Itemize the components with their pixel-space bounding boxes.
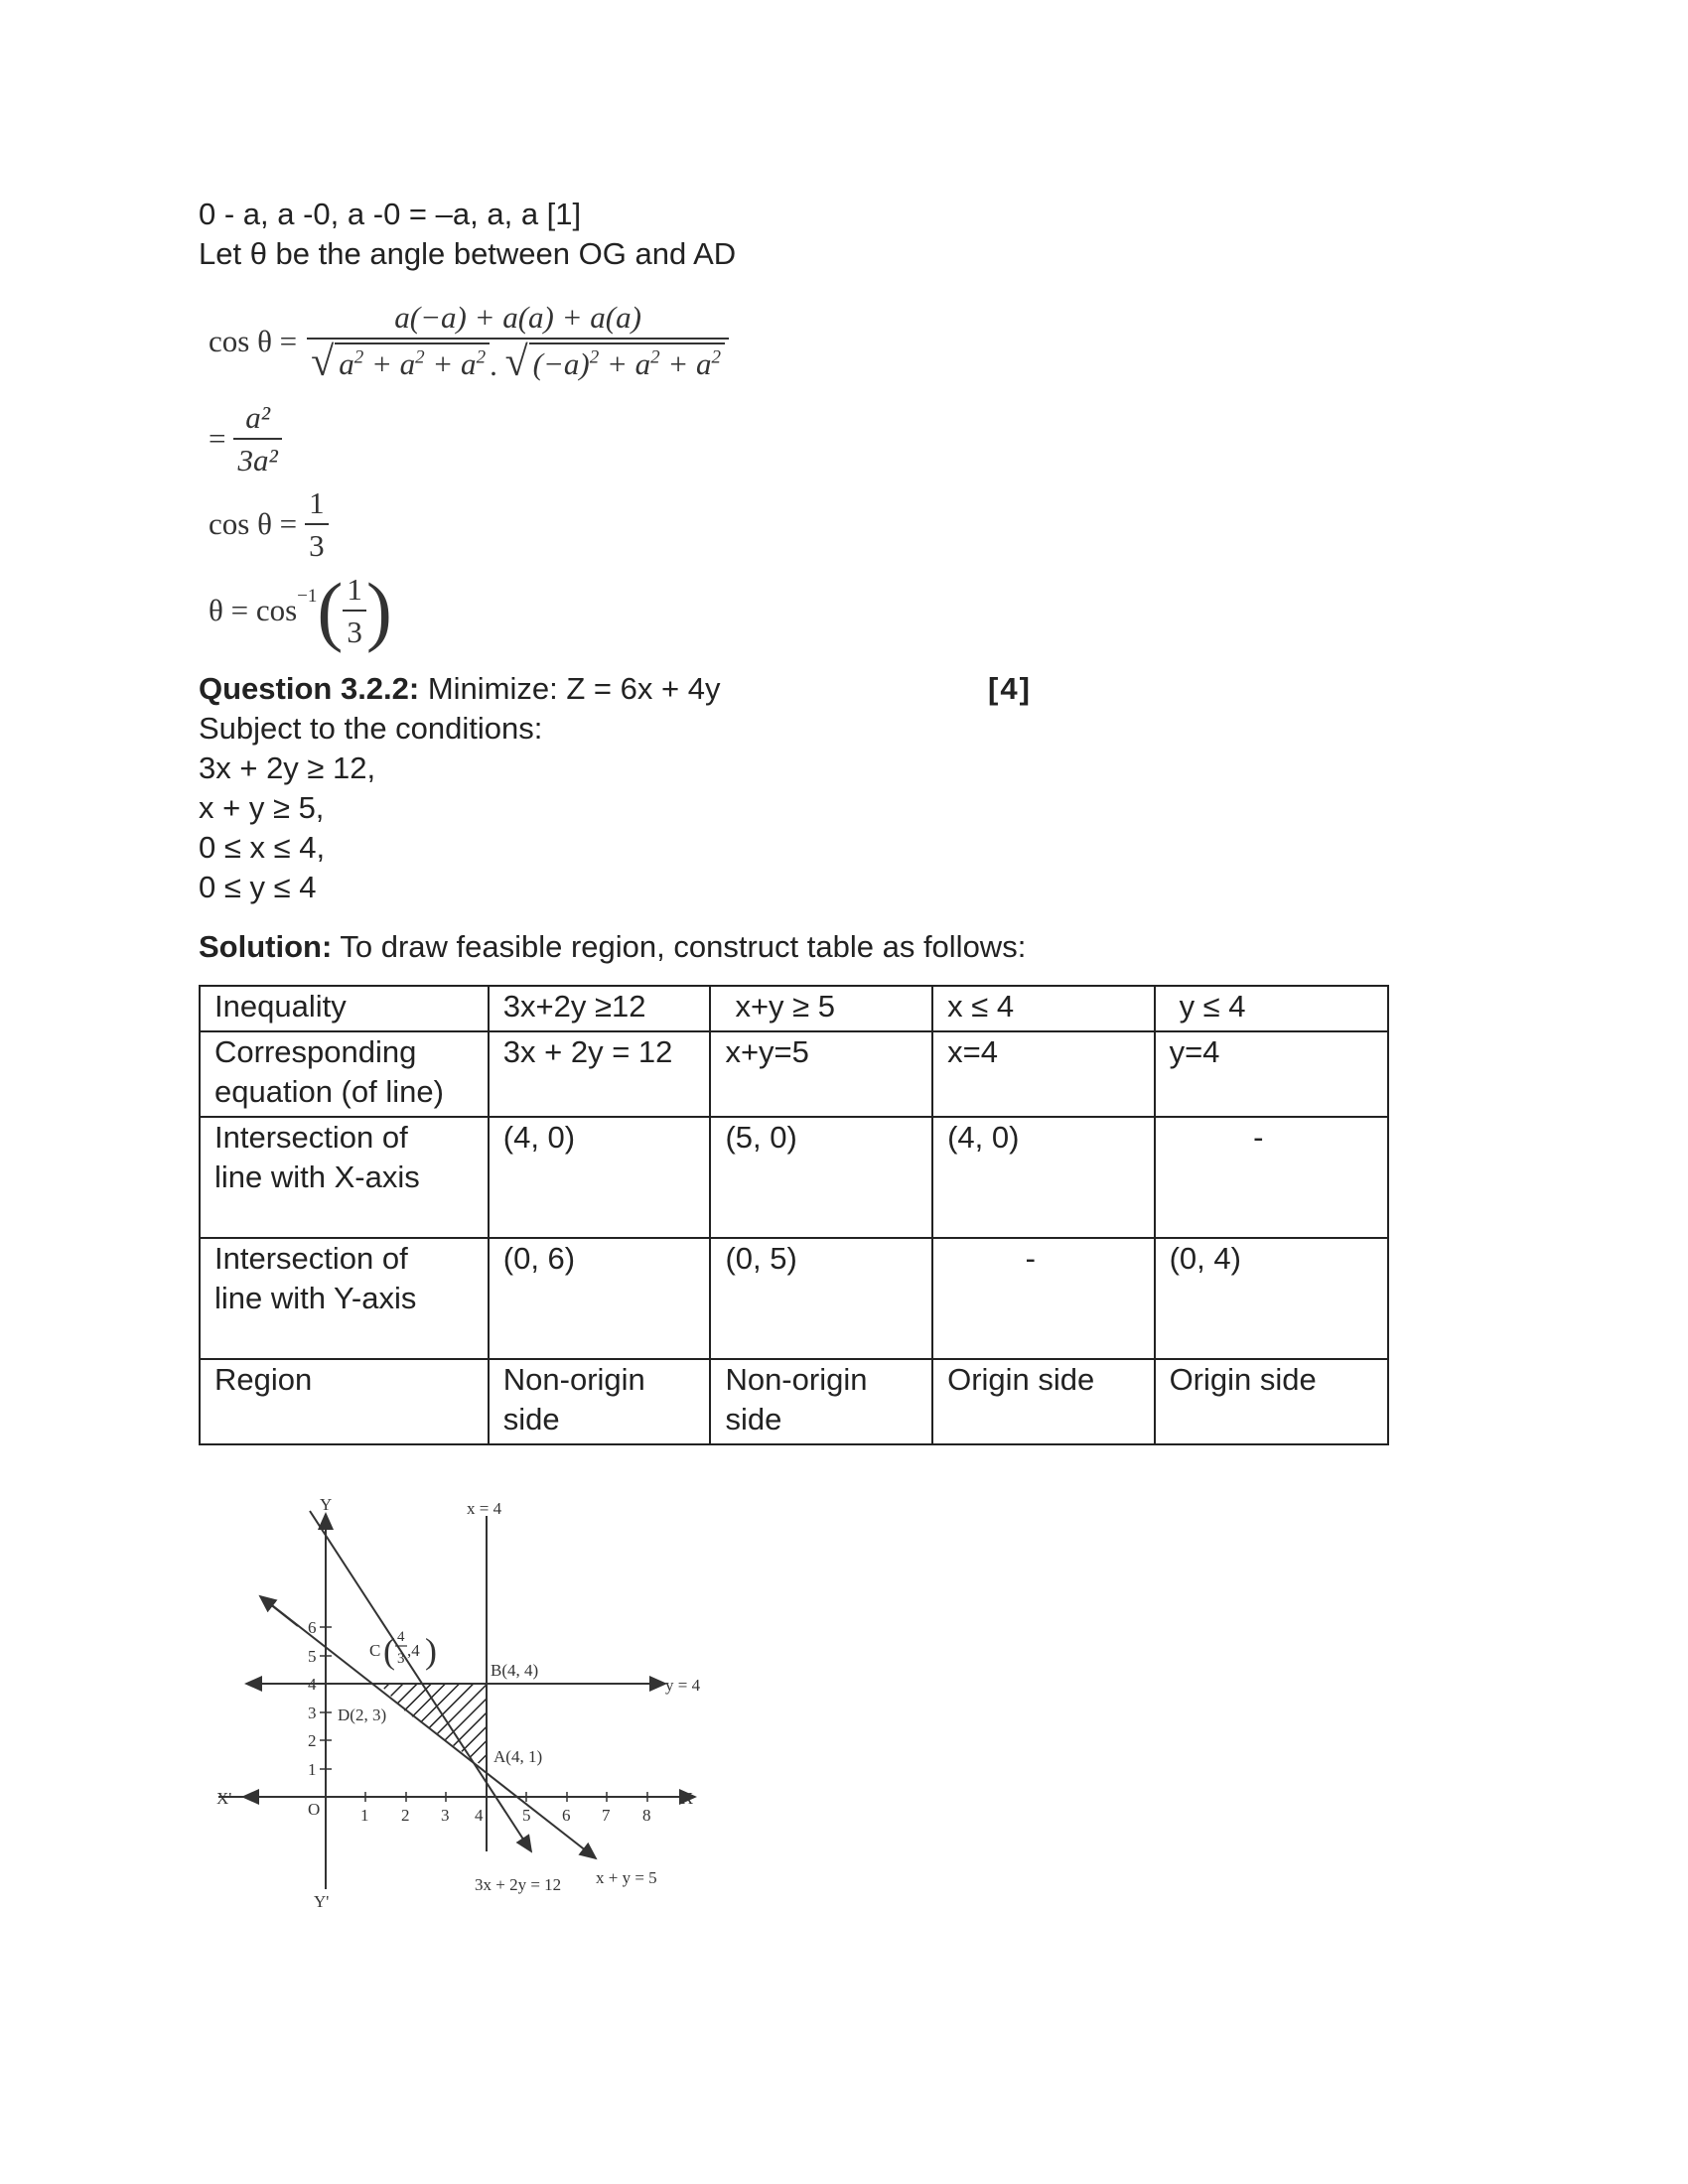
cos-theta-equation [199, 292, 1489, 391]
intro-line-1: 0 - a, a -0, a -0 = –a, a, a [1] [199, 197, 582, 231]
table-cell: y=4 [1155, 1031, 1388, 1117]
y-tick-label: 1 [308, 1760, 317, 1779]
point-c-y: ,4 [407, 1641, 420, 1660]
table-cell: Intersection of line with X-axis [200, 1117, 489, 1238]
x-tick-label: 5 [522, 1806, 531, 1825]
cos-theta-numerator: a(−a) + a(a) + a(a) [307, 300, 729, 340]
y-tick-label: 6 [308, 1618, 317, 1637]
table-cell: (4, 0) [489, 1117, 711, 1238]
intro-line-2: Let θ be the angle between OG and AD [199, 236, 737, 271]
x-axis-label: X [681, 1789, 694, 1808]
x-tick-label: 2 [401, 1806, 410, 1825]
theta-numerator: 1 [343, 572, 366, 612]
table-cell: x=4 [932, 1031, 1154, 1117]
point-c-denominator: 3 [397, 1651, 405, 1667]
table-row [200, 1359, 1388, 1444]
cos-theta-label-2: cos θ = [209, 506, 298, 541]
x-axis-neg-label: X' [216, 1789, 232, 1808]
inequality-table [199, 985, 1389, 1445]
table-cell: 3x+2y ≥12 [489, 986, 711, 1031]
point-c-numerator: 4 [397, 1629, 405, 1645]
y-tick-label: 2 [308, 1731, 317, 1750]
table-cell: Region [200, 1359, 489, 1444]
theta-label: θ = cos [209, 593, 298, 627]
question-text: Minimize: Z = 6x + 4y [419, 671, 721, 706]
x-tick-label: 6 [562, 1806, 571, 1825]
condition-2: x + y ≥ 5, [199, 790, 325, 825]
theta-equation [199, 566, 1489, 655]
line-x4-label: x = 4 [467, 1499, 502, 1518]
table-row [200, 1031, 1388, 1117]
question-subject: Subject to the conditions: [199, 711, 543, 746]
document-page [199, 195, 1489, 1445]
result-equation [199, 397, 1489, 480]
condition-3: 0 ≤ x ≤ 4, [199, 830, 326, 865]
line-3x2y12-label: 3x + 2y = 12 [475, 1875, 562, 1894]
table-row [200, 1117, 1388, 1238]
table-cell: x ≤ 4 [932, 986, 1154, 1031]
table-cell: Non-origin side [489, 1359, 711, 1444]
table-cell: x+y=5 [710, 1031, 932, 1117]
x-tick-label: 4 [475, 1806, 484, 1825]
table-cell: Origin side [1155, 1359, 1388, 1444]
y-tick-label: 5 [308, 1647, 317, 1666]
question-marks: [4] [988, 671, 1032, 706]
y-tick-label: 4 [308, 1675, 317, 1694]
table-cell: (0, 4) [1155, 1238, 1388, 1359]
point-c-label: C [369, 1641, 381, 1660]
table-cell: - [932, 1238, 1154, 1359]
one-third-numerator: 1 [305, 485, 329, 525]
table-cell: y ≤ 4 [1155, 986, 1388, 1031]
right-paren: ) [365, 567, 392, 653]
point-c-paren-left: ( [383, 1631, 395, 1671]
table-cell: (0, 6) [489, 1238, 711, 1359]
equals-sign: = [209, 421, 226, 456]
point-d-label: D(2, 3) [338, 1706, 387, 1724]
left-paren: ( [317, 567, 344, 653]
table-cell: x+y ≥ 5 [710, 986, 932, 1031]
x-tick-label: 7 [602, 1806, 611, 1825]
line-xy5-label: x + y = 5 [596, 1868, 657, 1887]
solution-heading [199, 927, 1489, 967]
table-cell: Origin side [932, 1359, 1154, 1444]
y-tick-label: 3 [308, 1704, 317, 1722]
theta-fraction [343, 572, 366, 650]
table-row [200, 1238, 1388, 1359]
sqrt-term-2: √ $(-a)^2 + a^2 + a^2$ [505, 342, 725, 382]
table-cell: Corresponding equation (of line) [200, 1031, 489, 1117]
point-c-paren-right: ) [425, 1631, 437, 1671]
question-heading [199, 669, 1489, 709]
table-cell: Intersection of line with Y-axis [200, 1238, 489, 1359]
table-cell: (4, 0) [932, 1117, 1154, 1238]
sqrt-term-1: √ $a^2 + a^2 + a^2$ [311, 342, 490, 382]
result-denominator: 3a² [237, 442, 278, 478]
line-3x2y12 [310, 1511, 531, 1851]
condition-1: 3x + 2y ≥ 12, [199, 751, 376, 785]
table-cell: Non-origin side [710, 1359, 932, 1444]
line-xy5-upper [260, 1596, 298, 1626]
table-cell: (5, 0) [710, 1117, 932, 1238]
point-b-label: B(4, 4) [491, 1661, 539, 1680]
x-tick-label: 8 [642, 1806, 651, 1825]
table-cell: Inequality [200, 986, 489, 1031]
cos-theta-denominator: √ $a^2 + a^2 + a^2$ . √ $(-a)^2 + a^2 + a^2$ [307, 340, 729, 383]
result-fraction [233, 400, 281, 478]
x-tick-label: 3 [441, 1806, 450, 1825]
result-numerator: a² [233, 400, 281, 440]
condition-4: 0 ≤ y ≤ 4 [199, 870, 317, 904]
one-third-fraction [305, 485, 329, 564]
solution-text: To draw feasible region, construct table as follows: [332, 929, 1027, 964]
feasible-region-graph [199, 1494, 715, 1911]
point-a-label: A(4, 1) [493, 1747, 543, 1766]
origin-label: O [308, 1800, 321, 1819]
one-third-denominator: 3 [309, 527, 325, 563]
solution-label: Solution: [199, 929, 333, 964]
table-row [200, 986, 1388, 1031]
theta-denominator: 3 [347, 614, 362, 649]
cos-theta-value-equation [199, 484, 1489, 564]
cos-theta-fraction [307, 300, 729, 383]
table-cell: (0, 5) [710, 1238, 932, 1359]
y-axis-label: Y [320, 1495, 333, 1514]
table-cell: 3x + 2y = 12 [489, 1031, 711, 1117]
table-cell: - [1155, 1117, 1388, 1238]
x-tick-label: 1 [360, 1806, 369, 1825]
y-axis-neg-label: Y' [314, 1892, 330, 1911]
cos-theta-label: cos θ = [209, 324, 298, 358]
question-label: Question 3.2.2: [199, 671, 420, 706]
inverse-superscript: −1 [297, 586, 318, 607]
line-y4-label: y = 4 [665, 1676, 701, 1695]
